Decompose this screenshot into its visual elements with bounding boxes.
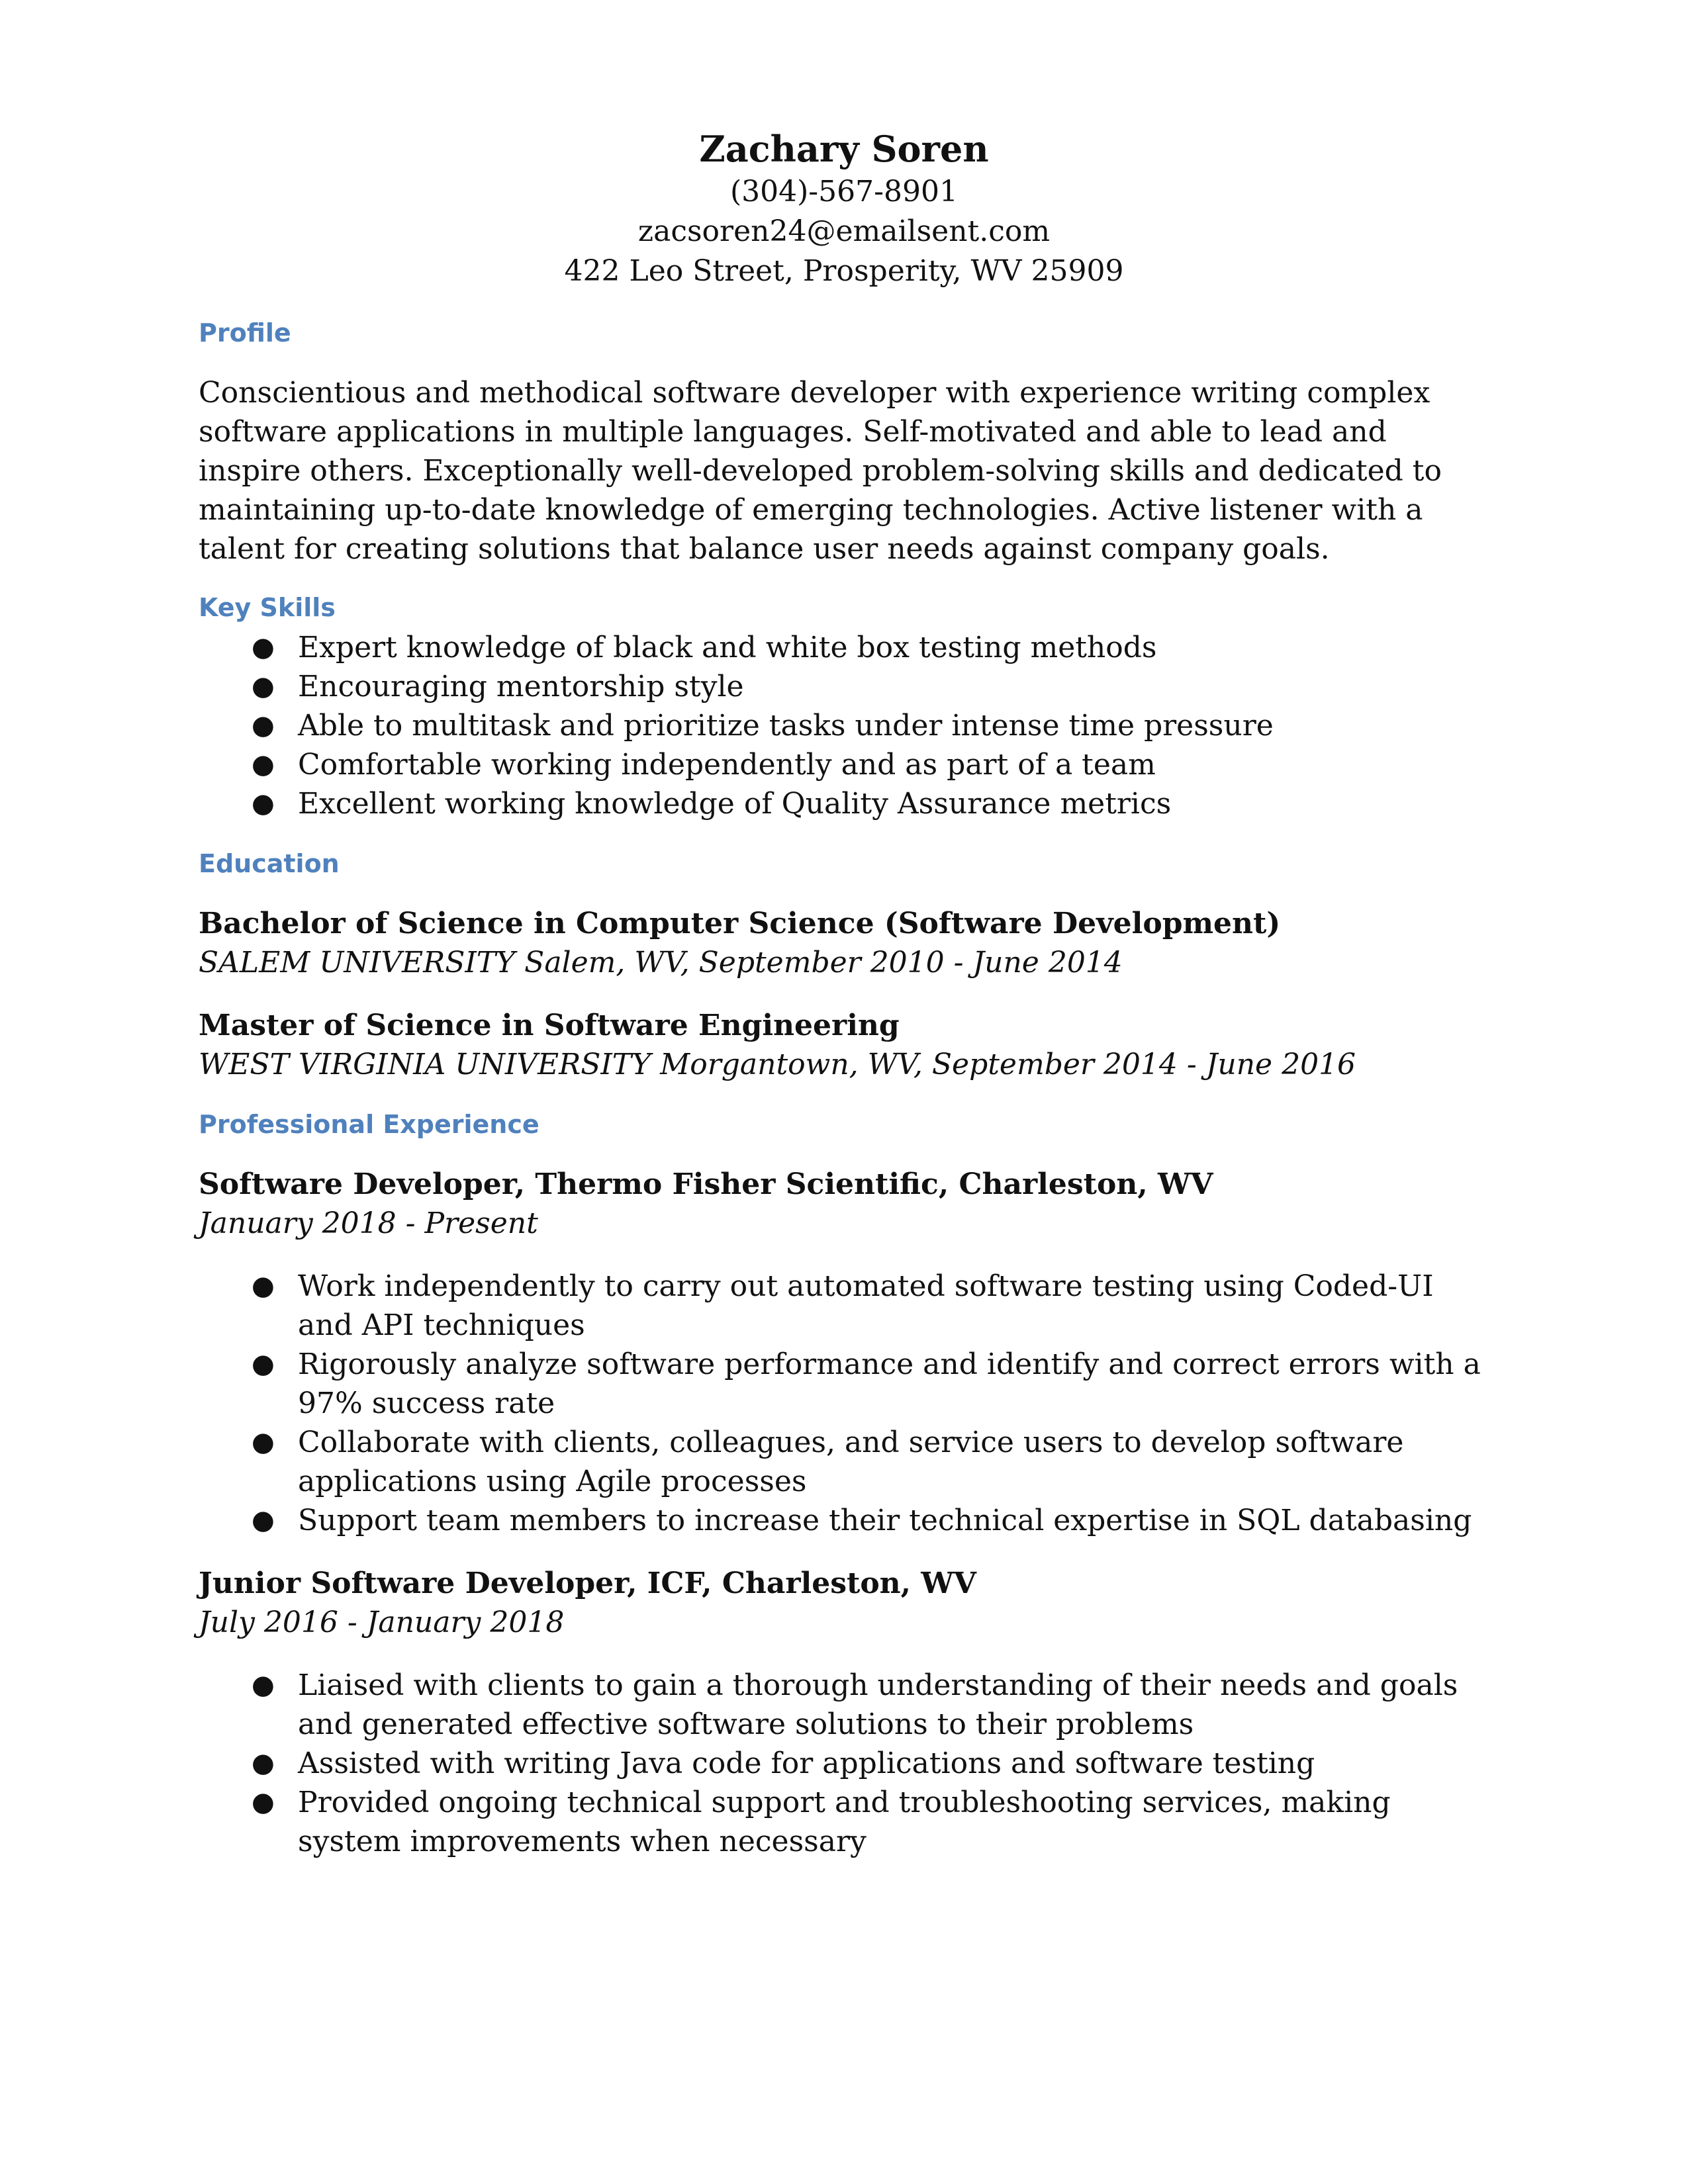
degree-title: Master of Science in Software Engineering — [199, 1009, 900, 1042]
list-item: ● Assisted with writing Java code for applications and software testing — [199, 1744, 1489, 1783]
profile-text: Conscientious and methodical software developer with experience writing complex software applications in multiple languages. Self-motivated and able to lead and inspire others. Exceptionally well-developed problem-solving skills and dedicated to maintaining up-to-date knowledge of emerging technologies. Active listener with a talent for creating solutions that balance user needs against company goals. — [199, 376, 1442, 566]
education-entry — [199, 1006, 1489, 1084]
bullet-icon: ● — [252, 1748, 275, 1778]
job-dates: January 2018 - Present — [199, 1206, 538, 1240]
degree-details: SALEM UNIVERSITY Salem, WV, September 2010 - June 2014 — [199, 946, 1123, 979]
experience-heading: Professional Experience — [199, 1110, 539, 1139]
list-item: ● Rigorously analyze software performance and identify and correct errors with a 97% success rate — [199, 1345, 1489, 1423]
list-item: ● Able to multitask and prioritize tasks under intense time pressure — [199, 706, 1489, 745]
list-item: ● Work independently to carry out automated software testing using Coded-UI and API techniques — [199, 1267, 1489, 1345]
education-entry — [199, 904, 1489, 982]
resume-page — [199, 126, 1489, 1861]
list-item: ● Support team members to increase their technical expertise in SQL databasing — [199, 1501, 1489, 1540]
bullet-icon: ● — [252, 632, 275, 662]
job-title: Junior Software Developer, ICF, Charleston, WV — [199, 1567, 976, 1600]
list-item: ● Encouraging mentorship style — [199, 667, 1489, 706]
bullet-icon: ● — [252, 671, 275, 702]
bullet-icon: ● — [252, 1787, 275, 1817]
education-heading: Education — [199, 849, 340, 878]
job-entry — [199, 1564, 1489, 1861]
bullet-icon: ● — [252, 749, 275, 780]
list-item: ● Expert knowledge of black and white box testing methods — [199, 628, 1489, 667]
job-title: Software Developer, Thermo Fisher Scientific, Charleston, WV — [199, 1167, 1213, 1201]
list-item: ● Provided ongoing technical support and troubleshooting services, making system improvements when necessary — [199, 1783, 1489, 1861]
bullet-icon: ● — [252, 1271, 275, 1301]
list-item: ● Liaised with clients to gain a thorough understanding of their needs and goals and generated effective software solutions to their problems — [199, 1666, 1489, 1744]
bullet-icon: ● — [252, 1427, 275, 1457]
candidate-name: Zachary Soren — [699, 128, 989, 170]
skills-list — [199, 628, 1489, 823]
degree-title: Bachelor of Science in Computer Science (Software Development) — [199, 907, 1281, 940]
phone-number: (304)-567-8901 — [729, 175, 958, 208]
degree-details: WEST VIRGINIA UNIVERSITY Morgantown, WV, September 2014 - June 2016 — [199, 1048, 1356, 1081]
skills-heading: Key Skills — [199, 593, 336, 622]
street-address: 422 Leo Street, Prosperity, WV 25909 — [564, 254, 1124, 288]
profile-heading: Profile — [199, 318, 291, 347]
list-item: ● Comfortable working independently and as part of a team — [199, 745, 1489, 784]
list-item: ● Collaborate with clients, colleagues, and service users to develop software applications using Agile processes — [199, 1423, 1489, 1501]
email-address: zacsoren24@emailsent.com — [637, 214, 1051, 248]
resume-header — [199, 126, 1489, 291]
bullet-icon: ● — [252, 788, 275, 819]
job-duties-list — [199, 1267, 1489, 1540]
list-item: ● Excellent working knowledge of Quality Assurance metrics — [199, 784, 1489, 823]
bullet-icon: ● — [252, 1349, 275, 1379]
bullet-icon: ● — [252, 710, 275, 741]
job-duties-list — [199, 1666, 1489, 1861]
bullet-icon: ● — [252, 1670, 275, 1700]
bullet-icon: ● — [252, 1505, 275, 1535]
job-dates: July 2016 - January 2018 — [199, 1606, 565, 1639]
job-entry — [199, 1165, 1489, 1540]
